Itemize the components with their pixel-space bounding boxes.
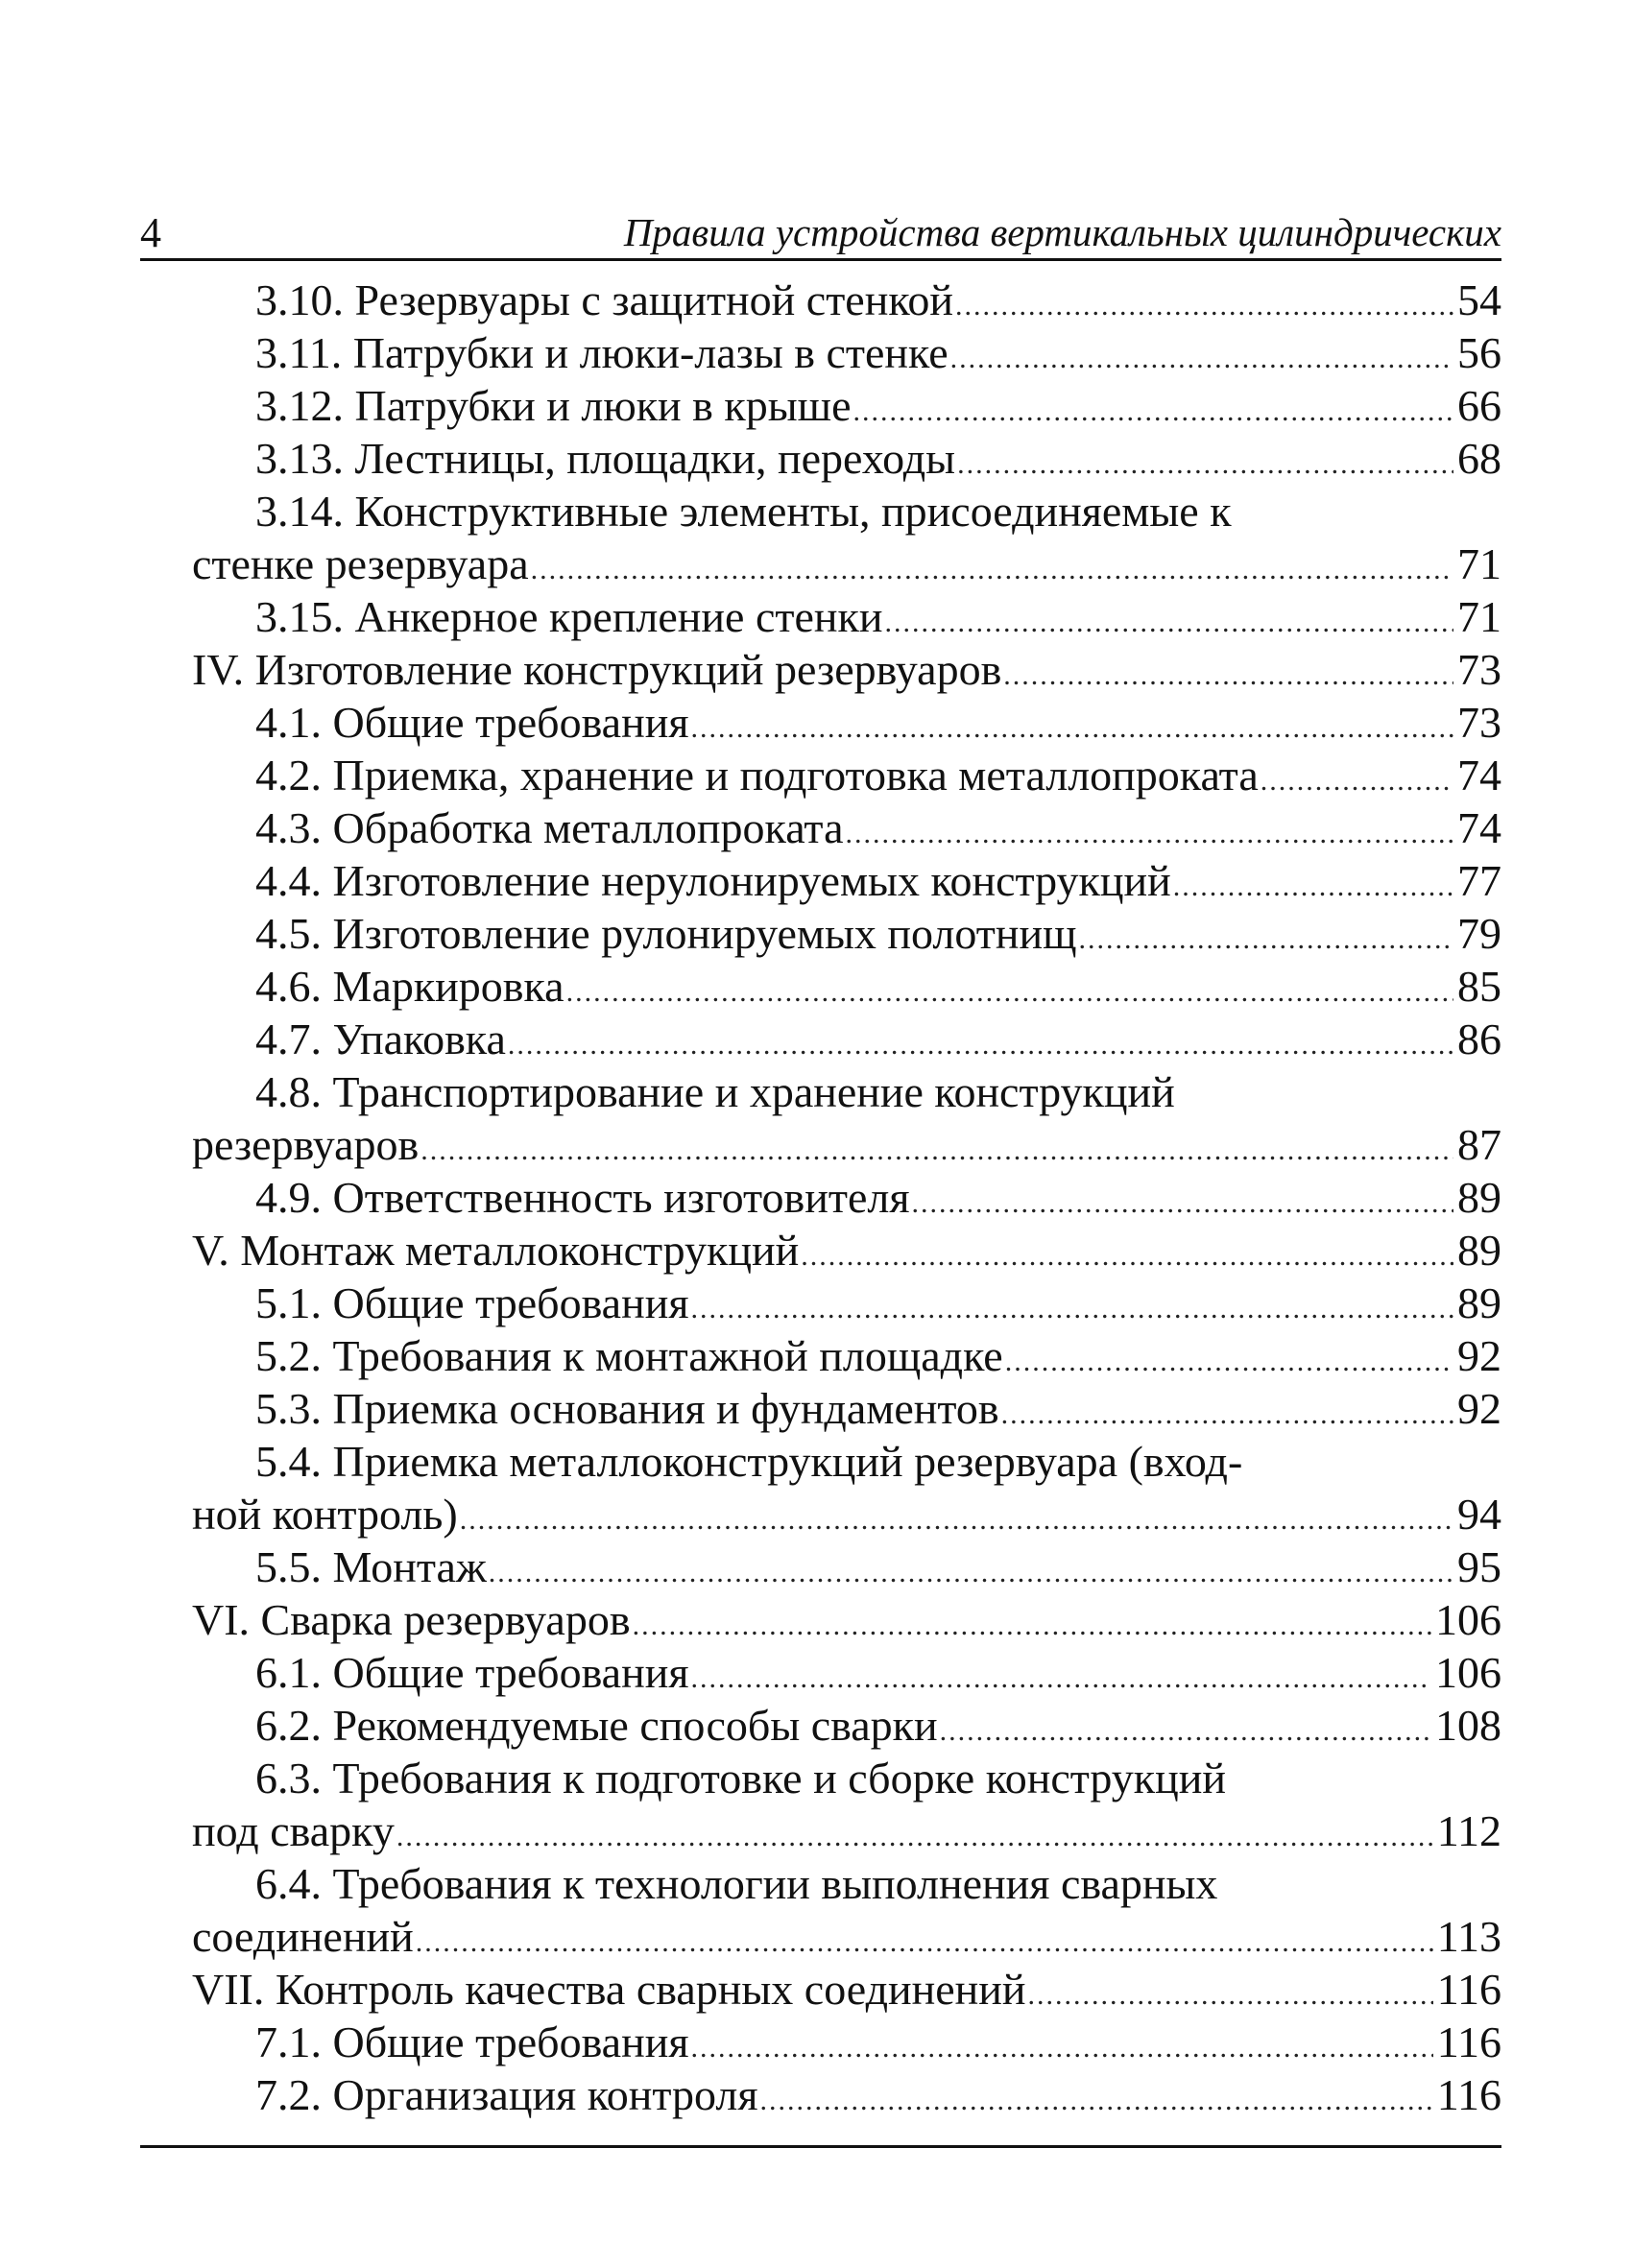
dot-leader — [691, 2034, 1433, 2063]
toc-page-number: 89 — [1457, 1226, 1501, 1275]
toc-entry-text: ной контроль) — [192, 1490, 458, 1539]
toc-entry-text: 4.7. Упаковка — [255, 1015, 506, 1063]
toc-entry-text: соединений — [192, 1912, 414, 1961]
toc-entry-text: 5.2. Требования к монтажной площадке — [255, 1331, 1003, 1380]
toc-page-number: 54 — [1457, 275, 1501, 324]
toc-entry-line — [192, 379, 1501, 432]
dot-leader — [396, 1823, 1433, 1851]
toc-page-number: 73 — [1457, 698, 1501, 747]
toc-entry — [192, 1646, 1501, 1699]
toc-entry — [192, 801, 1501, 854]
toc-entry-title-line: 5.4. Приемка металлоконструкций резервуара (вход- — [255, 1437, 1243, 1486]
toc-entry — [192, 1857, 1501, 1963]
toc-page-number: 85 — [1457, 962, 1501, 1011]
toc-entry-line — [192, 1382, 1501, 1435]
toc-entry — [192, 432, 1501, 485]
toc-page-number: 116 — [1436, 2070, 1501, 2119]
dot-leader — [633, 1611, 1431, 1640]
toc-entry — [192, 749, 1501, 801]
toc-entry-line — [192, 696, 1501, 749]
toc-entry-text: 4.1. Общие требования — [255, 698, 689, 747]
toc-entry-text: 6.1. Общие требования — [255, 1648, 689, 1697]
toc-page-number: 92 — [1457, 1384, 1501, 1433]
toc-entry-text: 4.4. Изготовление нерулонируемых конструкций — [255, 856, 1171, 905]
toc-entry — [192, 1224, 1501, 1277]
dot-leader — [950, 345, 1453, 373]
toc-entry-text: стенке резервуара — [192, 539, 529, 588]
toc-entry — [192, 1065, 1501, 1171]
toc-entry-text: 4.9. Ответственность изготовителя — [255, 1173, 910, 1222]
dot-leader — [566, 978, 1453, 1007]
dot-leader — [1001, 1400, 1453, 1429]
toc-page-number: 77 — [1457, 856, 1501, 905]
toc-entry-text: 4.5. Изготовление рулонируемых полотнищ — [255, 909, 1077, 958]
toc-entry-text: 3.15. Анкерное крепление стенки — [255, 592, 883, 641]
toc-entry-line — [192, 1013, 1501, 1065]
toc-entry — [192, 1277, 1501, 1329]
toc-entry — [192, 485, 1501, 590]
toc-entry — [192, 854, 1501, 907]
dot-leader — [1261, 767, 1453, 796]
toc-entry — [192, 326, 1501, 379]
dot-leader — [691, 1664, 1432, 1693]
toc-entry-line — [192, 537, 1501, 590]
toc-entry-text: 3.10. Резервуары с защитной стенкой — [255, 275, 953, 324]
toc-entry-line — [192, 326, 1501, 379]
toc-entry-title-line: 6.4. Требования к технологии выполнения сварных — [255, 1859, 1218, 1908]
toc-entry-line — [192, 1804, 1501, 1857]
toc-entry — [192, 643, 1501, 696]
toc-entry-line — [192, 1224, 1501, 1277]
toc-entry-text: 5.1. Общие требования — [255, 1278, 689, 1327]
dot-leader — [1173, 872, 1453, 901]
toc-entry-line — [192, 432, 1501, 485]
toc-entry-text: 3.11. Патрубки и люки-лазы в стенке — [255, 328, 949, 377]
toc-entry-text: 5.5. Монтаж — [255, 1542, 487, 1591]
toc-entry-text: IV. Изготовление конструкций резервуаров — [192, 645, 1002, 694]
dot-leader — [1005, 1348, 1453, 1376]
dot-leader — [460, 1506, 1453, 1535]
toc-page-number: 116 — [1436, 2017, 1501, 2066]
toc-page-number: 79 — [1457, 909, 1501, 958]
toc-entry-line — [192, 1540, 1501, 1593]
toc-entry-text: 3.12. Патрубки и люки в крыше — [255, 381, 852, 430]
bottom-rule — [140, 2145, 1501, 2148]
dot-leader — [957, 450, 1453, 479]
dot-leader — [691, 714, 1454, 743]
toc-page-number: 56 — [1457, 328, 1501, 377]
toc-page-number: 66 — [1457, 381, 1501, 430]
toc-entry-line — [192, 1646, 1501, 1699]
toc-entry-title-line: 3.14. Конструктивные элементы, присоединяемые к — [255, 487, 1232, 536]
toc-page-number: 112 — [1436, 1806, 1501, 1855]
dot-leader — [853, 397, 1453, 426]
toc-entry-line — [192, 1910, 1501, 1963]
toc-entry-text: VI. Сварка резервуаров — [192, 1595, 631, 1644]
toc-entry-line — [192, 274, 1501, 326]
toc-page-number: 71 — [1457, 592, 1501, 641]
toc-entry — [192, 2068, 1501, 2121]
toc-page-number: 71 — [1457, 539, 1501, 588]
toc-entry-line — [192, 1171, 1501, 1224]
toc-page-number: 89 — [1457, 1173, 1501, 1222]
dot-leader — [846, 820, 1453, 848]
toc-entry — [192, 1752, 1501, 1857]
toc-entry-text: 7.2. Организация контроля — [255, 2070, 758, 2119]
toc-page-number: 73 — [1457, 645, 1501, 694]
dot-leader — [940, 1717, 1431, 1746]
dot-leader — [955, 292, 1453, 321]
toc-entry-text: V. Монтаж металлоконструкций — [192, 1226, 800, 1275]
toc-entry-text: 4.6. Маркировка — [255, 962, 564, 1011]
toc-page-number: 87 — [1457, 1120, 1501, 1169]
toc-entry-text: 6.2. Рекомендуемые способы сварки — [255, 1701, 938, 1750]
toc-entry — [192, 1382, 1501, 1435]
dot-leader — [884, 609, 1453, 637]
toc-entry-line — [192, 1593, 1501, 1646]
toc-entry-line — [192, 643, 1501, 696]
toc-entry — [192, 1013, 1501, 1065]
toc-page-number: 74 — [1457, 751, 1501, 800]
toc-entry-line — [192, 854, 1501, 907]
dot-leader — [1079, 925, 1453, 954]
toc-entry-line — [192, 2016, 1501, 2068]
dot-leader — [760, 2087, 1433, 2115]
toc-page-number: 89 — [1457, 1278, 1501, 1327]
toc-page-number: 68 — [1457, 434, 1501, 483]
toc-entry — [192, 696, 1501, 749]
toc-entry-line — [192, 1699, 1501, 1752]
dot-leader — [1003, 661, 1453, 690]
toc-page-number: 116 — [1436, 1965, 1501, 2014]
dot-leader — [508, 1031, 1453, 1060]
toc-page-number: 95 — [1457, 1542, 1501, 1591]
toc-entry-text: 4.3. Обработка металлопроката — [255, 803, 844, 852]
table-of-contents — [192, 274, 1501, 2121]
toc-entry-line — [192, 1277, 1501, 1329]
toc-entry-line — [192, 2068, 1501, 2121]
toc-page-number: 113 — [1436, 1912, 1501, 1961]
toc-entry-text: VII. Контроль качества сварных соединений — [192, 1965, 1026, 2014]
toc-page-number: 108 — [1435, 1701, 1501, 1750]
toc-entry — [192, 1593, 1501, 1646]
toc-page-number: 106 — [1435, 1648, 1501, 1697]
toc-entry-text: 7.1. Общие требования — [255, 2017, 689, 2066]
toc-entry-text: 4.2. Приемка, хранение и подготовка металлопроката — [255, 751, 1259, 800]
toc-page-number: 74 — [1457, 803, 1501, 852]
toc-page-number: 86 — [1457, 1015, 1501, 1063]
toc-entry — [192, 1963, 1501, 2016]
toc-entry — [192, 1699, 1501, 1752]
toc-entry-line — [192, 1329, 1501, 1382]
toc-entry — [192, 907, 1501, 960]
toc-entry — [192, 274, 1501, 326]
page-header — [140, 197, 1501, 261]
dot-leader — [912, 1189, 1454, 1218]
toc-page-number: 92 — [1457, 1331, 1501, 1380]
toc-entry — [192, 590, 1501, 643]
toc-entry — [192, 1171, 1501, 1224]
toc-entry-title-line: 6.3. Требования к подготовке и сборке конструкций — [255, 1754, 1227, 1802]
toc-entry — [192, 2016, 1501, 2068]
running-title: Правила устройства вертикальных цилиндрических — [623, 210, 1501, 254]
toc-entry-text: под сварку — [192, 1806, 395, 1855]
toc-entry-line — [192, 801, 1501, 854]
dot-leader — [691, 1295, 1454, 1324]
toc-entry — [192, 379, 1501, 432]
toc-entry — [192, 1329, 1501, 1382]
toc-entry-text: 5.3. Приемка основания и фундаментов — [255, 1384, 999, 1433]
dot-leader — [531, 556, 1453, 585]
dot-leader — [1028, 1981, 1433, 2010]
toc-entry-line — [192, 907, 1501, 960]
toc-entry — [192, 1540, 1501, 1593]
dot-leader — [489, 1559, 1453, 1588]
toc-page-number: 106 — [1435, 1595, 1501, 1644]
toc-entry-text: резервуаров — [192, 1120, 420, 1169]
toc-entry-text: 3.13. Лестницы, площадки, переходы — [255, 434, 956, 483]
toc-entry-line — [192, 1118, 1501, 1171]
toc-entry-line — [192, 1963, 1501, 2016]
dot-leader — [420, 1136, 1453, 1165]
toc-entry-line — [192, 749, 1501, 801]
toc-page-number: 94 — [1457, 1490, 1501, 1539]
toc-entry-line — [192, 1488, 1501, 1540]
dot-leader — [801, 1242, 1453, 1271]
toc-entry-line — [192, 960, 1501, 1013]
toc-entry — [192, 960, 1501, 1013]
dot-leader — [416, 1928, 1433, 1957]
toc-entry-line — [192, 590, 1501, 643]
toc-entry-title-line: 4.8. Транспортирование и хранение конструкций — [255, 1067, 1175, 1116]
page-number: 4 — [140, 209, 161, 256]
toc-entry — [192, 1435, 1501, 1540]
